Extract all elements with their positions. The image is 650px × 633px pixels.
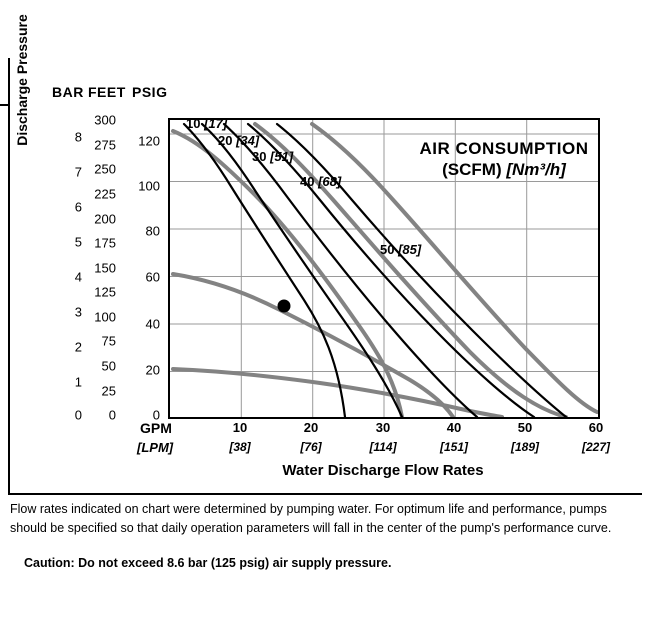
- feet-tick: 25: [101, 383, 116, 399]
- feet-tick: 150: [94, 260, 116, 276]
- x-tick-30: 30 [114]: [369, 420, 397, 454]
- x-tick-50: 50 [189]: [510, 420, 539, 454]
- bar-tick: 1: [74, 374, 82, 390]
- x-axis-title: Water Discharge Flow Rates: [282, 462, 484, 479]
- psig-tick: 40: [145, 316, 160, 332]
- legend-title-line1: AIR CONSUMPTION: [419, 139, 589, 158]
- curve-label-50: 50 [85]: [380, 242, 422, 257]
- legend-scfm: (SCFM): [442, 160, 502, 180]
- operating-point-marker: [278, 300, 291, 313]
- feet-tick: 200: [94, 211, 116, 227]
- feet-tick: 300: [94, 112, 116, 128]
- legend-nm3h: [Nm³/h]: [506, 160, 566, 180]
- unit-header-bar: BAR: [52, 84, 84, 100]
- bar-tick: 8: [74, 129, 82, 145]
- psig-tick: 60: [145, 269, 160, 285]
- x-axis-unit-lpm: [LPM]: [137, 440, 174, 455]
- psig-tick: 0: [152, 407, 160, 423]
- curve-label-30: 30 [51]: [252, 149, 294, 164]
- chart-footnote: Flow rates indicated on chart were determined by pumping water. For optimum life and performance, pumps should be specified so that daily operation parameters will fall in the center of the pump's performance curve.: [10, 502, 612, 535]
- feet-tick: 125: [94, 284, 116, 300]
- psig-tick: 100: [138, 178, 160, 194]
- bar-tick: 2: [74, 339, 82, 355]
- curve-label-10: 10 [17]: [186, 116, 228, 131]
- feet-tick: 225: [94, 186, 116, 202]
- feet-tick: 75: [101, 333, 116, 349]
- x-tick-40: 40 [151]: [439, 420, 468, 454]
- feet-tick: 250: [94, 161, 116, 177]
- curve-label-40: 40 [68]: [300, 174, 342, 189]
- curve-label-20: 20 [34]: [218, 133, 260, 148]
- bar-tick: 0: [74, 407, 82, 423]
- psig-tick: 120: [138, 133, 160, 149]
- x-tick-60: 60 [227]: [581, 420, 610, 454]
- bar-tick: 3: [74, 304, 82, 320]
- caution-note: Caution: Do not exceed 8.6 bar (125 psig) air supply pressure.: [24, 556, 392, 570]
- legend-title-line2: [404, 159, 604, 180]
- psig-tick: 80: [145, 223, 160, 239]
- bar-tick: 4: [74, 269, 82, 285]
- bar-tick: 6: [74, 199, 82, 215]
- feet-tick: 175: [94, 235, 116, 251]
- feet-tick: 100: [94, 309, 116, 325]
- y-axis-title: Discharge Pressure: [14, 14, 30, 146]
- feet-tick: 0: [108, 407, 116, 423]
- psig-tick: 20: [145, 362, 160, 378]
- feet-tick: 50: [101, 358, 116, 374]
- x-tick-20: 20 [76]: [300, 420, 322, 454]
- unit-header-feet: FEET: [88, 84, 126, 100]
- unit-header-psig: PSIG: [132, 84, 168, 100]
- bar-tick: 5: [74, 234, 82, 250]
- x-tick-10: 10 [38]: [229, 420, 251, 454]
- x-axis-unit-gpm: GPM: [140, 420, 172, 436]
- feet-tick: 275: [94, 137, 116, 153]
- air-consumption-legend: [404, 138, 604, 181]
- bar-tick: 7: [74, 164, 82, 180]
